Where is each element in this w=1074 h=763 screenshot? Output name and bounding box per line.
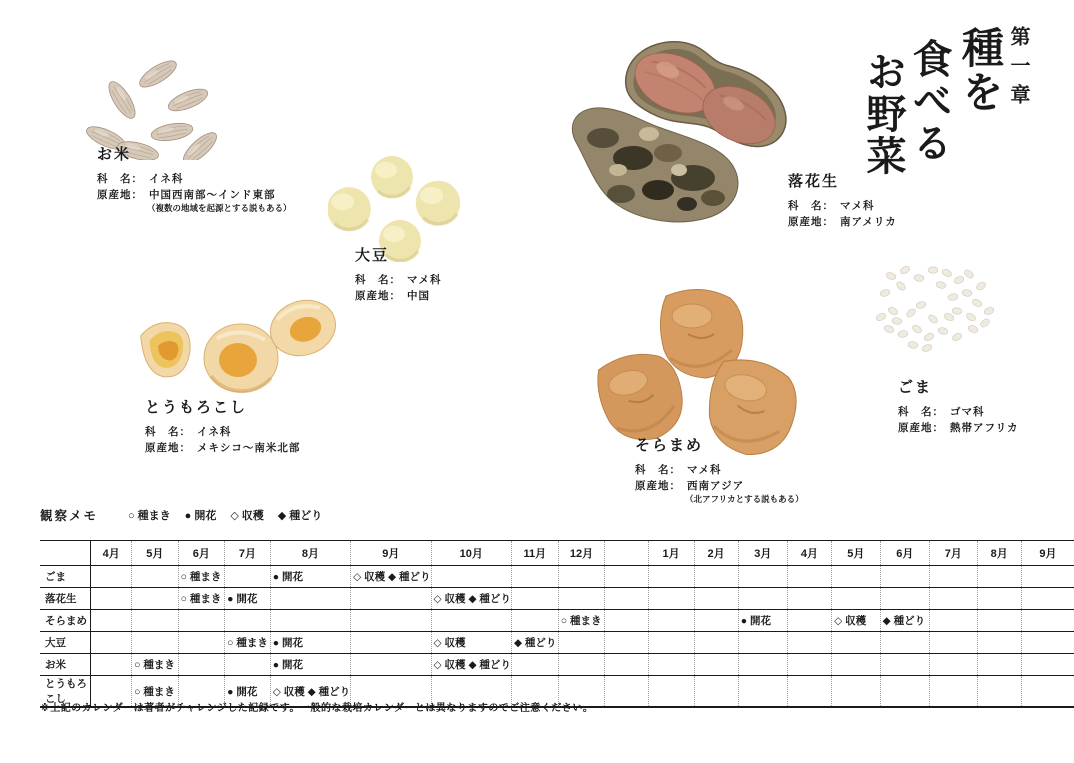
calendar-cell bbox=[270, 654, 350, 676]
calendar-cell bbox=[132, 654, 179, 676]
calendar-cell bbox=[431, 588, 511, 610]
species-info bbox=[145, 424, 300, 456]
species-card-sesame bbox=[898, 376, 1018, 436]
peanut-seeds-image bbox=[563, 28, 795, 236]
family-label: 科 名： bbox=[355, 274, 401, 286]
calendar-row bbox=[40, 610, 1074, 632]
species-name: お米 bbox=[97, 146, 132, 163]
calendar-row bbox=[40, 566, 1074, 588]
calendar-cell bbox=[91, 566, 132, 588]
origin-note: （複数の地域を起源とする説もある） bbox=[147, 203, 292, 213]
calendar-cell bbox=[694, 588, 738, 610]
family-value: マメ科 bbox=[840, 200, 875, 212]
calendar-row-label: そらまめ bbox=[40, 610, 91, 632]
calendar-cell bbox=[738, 610, 787, 632]
family-label: 科 名： bbox=[145, 426, 191, 438]
legend-label: 種どり bbox=[289, 510, 323, 522]
calendar-mark: ○ 種まき bbox=[560, 615, 602, 627]
calendar-cell bbox=[832, 610, 881, 632]
calendar-cell bbox=[648, 610, 694, 632]
calendar-cell bbox=[648, 654, 694, 676]
calendar-cell bbox=[738, 654, 787, 676]
calendar-cell bbox=[694, 566, 738, 588]
species-info bbox=[97, 171, 292, 214]
calendar-cell bbox=[787, 610, 831, 632]
calendar-mark: ◆ 種どり bbox=[882, 615, 926, 627]
calendar-mark: ◇ 収穫 ◆ 種どり bbox=[353, 571, 431, 583]
page-title-line-2: 食べる bbox=[907, 38, 951, 164]
family-value: マメ科 bbox=[407, 274, 442, 286]
calendar-cell bbox=[511, 654, 558, 676]
calendar-cell bbox=[977, 676, 1021, 708]
species-card-peanut bbox=[788, 170, 897, 230]
origin-label: 原産地： bbox=[635, 480, 681, 492]
calendar-footnote: ※上記のカレンダーは著者がチャレンジした記録です。一般的な栽培カレンダーとは異なりますのでご注意ください。 bbox=[40, 703, 594, 714]
calendar-mark: ● 開花 bbox=[227, 593, 258, 605]
calendar-cell bbox=[270, 566, 350, 588]
calendar-row bbox=[40, 588, 1074, 610]
calendar-cell bbox=[431, 566, 511, 588]
family-label: 科 名： bbox=[898, 406, 944, 418]
calendar-cell bbox=[132, 566, 179, 588]
calendar-month-header: 11月 bbox=[511, 541, 558, 566]
calendar-mark: ◇ 収穫 bbox=[433, 637, 466, 649]
species-card-rice bbox=[97, 143, 292, 214]
calendar-cell bbox=[132, 588, 179, 610]
family-label: 科 名： bbox=[788, 200, 834, 212]
memo-title: 観察メモ bbox=[40, 509, 99, 523]
calendar-cell bbox=[787, 588, 831, 610]
calendar-cell bbox=[977, 588, 1021, 610]
calendar-cell bbox=[832, 654, 881, 676]
calendar-cell bbox=[738, 588, 787, 610]
calendar-cell bbox=[351, 610, 431, 632]
calendar-month-header: 7月 bbox=[929, 541, 977, 566]
calendar-cell bbox=[977, 632, 1021, 654]
calendar-cell bbox=[880, 632, 929, 654]
calendar-cell bbox=[351, 588, 431, 610]
calendar-cell bbox=[178, 632, 225, 654]
calendar-cell bbox=[225, 632, 271, 654]
memo-legend bbox=[128, 507, 322, 523]
calendar-cell bbox=[929, 676, 977, 708]
calendar-cell bbox=[1021, 632, 1074, 654]
calendar-cell bbox=[132, 610, 179, 632]
calendar-cell bbox=[558, 566, 605, 588]
calendar-cell bbox=[605, 632, 648, 654]
calendar-cell bbox=[178, 610, 225, 632]
calendar-cell bbox=[511, 632, 558, 654]
calendar-mark: ○ 種まき bbox=[227, 637, 268, 649]
calendar-month-header: 4月 bbox=[787, 541, 831, 566]
origin-value: 南アメリカ bbox=[840, 216, 897, 228]
calendar-cell bbox=[431, 654, 511, 676]
calendar-cell bbox=[605, 610, 648, 632]
calendar-month-header: 7月 bbox=[225, 541, 271, 566]
legend-label: 開花 bbox=[194, 510, 217, 522]
calendar-cell bbox=[977, 654, 1021, 676]
page-title-line-1: 種を bbox=[957, 26, 1004, 114]
origin-label: 原産地： bbox=[788, 216, 834, 228]
calendar-cell bbox=[431, 610, 511, 632]
calendar-cell bbox=[431, 632, 511, 654]
calendar-cell bbox=[648, 632, 694, 654]
calendar-cell bbox=[787, 676, 831, 708]
calendar-corner-cell bbox=[40, 541, 91, 566]
calendar-row bbox=[40, 654, 1074, 676]
calendar-cell bbox=[178, 654, 225, 676]
calendar-row-label: 落花生 bbox=[40, 588, 91, 610]
calendar-month-header: 12月 bbox=[558, 541, 605, 566]
calendar-cell bbox=[91, 632, 132, 654]
calendar-month-header: 8月 bbox=[977, 541, 1021, 566]
family-value: イネ科 bbox=[149, 173, 184, 185]
calendar-cell bbox=[832, 632, 881, 654]
flowering-dot-icon: ● bbox=[184, 510, 192, 522]
calendar-cell bbox=[605, 566, 648, 588]
species-name: とうもろこし bbox=[145, 399, 248, 416]
calendar-cell bbox=[787, 566, 831, 588]
calendar-month-header: 3月 bbox=[738, 541, 787, 566]
calendar-cell bbox=[880, 610, 929, 632]
calendar-month-header: 9月 bbox=[351, 541, 431, 566]
species-card-soybean bbox=[355, 244, 442, 304]
calendar-month-header: 5月 bbox=[132, 541, 179, 566]
calendar-cell bbox=[511, 566, 558, 588]
calendar-cell bbox=[605, 676, 648, 708]
calendar-month-header: 6月 bbox=[880, 541, 929, 566]
calendar-cell bbox=[511, 588, 558, 610]
calendar-cell bbox=[558, 588, 605, 610]
calendar-cell bbox=[178, 588, 225, 610]
species-info bbox=[788, 198, 897, 230]
species-name: そらまめ bbox=[635, 437, 704, 454]
chapter-label: 第一章 bbox=[1007, 26, 1029, 113]
species-name: 大豆 bbox=[355, 247, 390, 264]
calendar-cell bbox=[648, 676, 694, 708]
sesame-seeds-image bbox=[861, 260, 1009, 358]
origin-value: 西南アジア bbox=[687, 480, 745, 492]
calendar-month-header bbox=[605, 541, 648, 566]
calendar-cell bbox=[351, 654, 431, 676]
calendar-mark: ● 開花 bbox=[227, 685, 258, 698]
origin-value: 中国西南部～インド東部 bbox=[149, 189, 276, 201]
calendar-month-header: 2月 bbox=[694, 541, 738, 566]
calendar-cell bbox=[832, 588, 881, 610]
origin-value: メキシコ～南米北部 bbox=[197, 442, 301, 454]
origin-value: 中国 bbox=[407, 290, 430, 302]
calendar-cell bbox=[225, 588, 271, 610]
family-label: 科 名： bbox=[635, 464, 681, 476]
calendar-cell bbox=[270, 632, 350, 654]
calendar-month-header: 8月 bbox=[270, 541, 350, 566]
calendar-cell bbox=[558, 632, 605, 654]
calendar-cell bbox=[558, 654, 605, 676]
legend-item-harvest bbox=[230, 507, 263, 523]
calendar-row-label: ごま bbox=[40, 566, 91, 588]
calendar-month-header: 10月 bbox=[431, 541, 511, 566]
legend-item-flowering bbox=[185, 507, 217, 523]
origin-label: 原産地： bbox=[355, 290, 401, 302]
calendar-table bbox=[40, 540, 1074, 708]
family-value: マメ科 bbox=[687, 464, 722, 476]
calendar-cell bbox=[929, 610, 977, 632]
calendar-month-header: 9月 bbox=[1021, 541, 1074, 566]
calendar-month-header: 5月 bbox=[832, 541, 881, 566]
corn-seeds-image bbox=[131, 298, 339, 396]
species-name: ごま bbox=[898, 379, 933, 396]
calendar-row-label: とうもろこし bbox=[40, 676, 91, 708]
calendar-mark: ○ 種まき bbox=[180, 593, 222, 605]
calendar-cell bbox=[1021, 588, 1074, 610]
origin-label: 原産地： bbox=[145, 442, 191, 454]
cultivation-calendar bbox=[40, 540, 1074, 708]
species-name: 落花生 bbox=[788, 173, 840, 190]
calendar-cell bbox=[91, 654, 132, 676]
calendar-mark: ○ 種まき bbox=[134, 659, 175, 671]
calendar-cell bbox=[225, 610, 271, 632]
calendar-cell bbox=[929, 566, 977, 588]
calendar-cell bbox=[270, 588, 350, 610]
calendar-mark: ● 開花 bbox=[272, 571, 303, 583]
calendar-cell bbox=[648, 566, 694, 588]
calendar-cell bbox=[880, 566, 929, 588]
calendar-cell bbox=[694, 610, 738, 632]
origin-value: 熱帯アフリカ bbox=[950, 422, 1019, 434]
calendar-cell bbox=[648, 588, 694, 610]
calendar-row-label: 大豆 bbox=[40, 632, 91, 654]
calendar-row bbox=[40, 632, 1074, 654]
calendar-cell bbox=[977, 566, 1021, 588]
species-info bbox=[635, 462, 804, 505]
calendar-cell bbox=[178, 566, 225, 588]
calendar-cell bbox=[605, 654, 648, 676]
calendar-mark: ● 開花 bbox=[272, 659, 303, 671]
calendar-cell bbox=[787, 654, 831, 676]
species-info bbox=[898, 404, 1018, 436]
legend-label: 収穫 bbox=[241, 510, 264, 522]
calendar-mark: ● 開花 bbox=[740, 615, 771, 627]
family-value: ゴマ科 bbox=[950, 406, 985, 418]
calendar-cell bbox=[738, 566, 787, 588]
calendar-month-header: 1月 bbox=[648, 541, 694, 566]
observation-memo bbox=[40, 506, 322, 524]
calendar-cell bbox=[605, 588, 648, 610]
broadbean-seeds-image bbox=[592, 280, 800, 458]
species-info bbox=[355, 272, 442, 304]
calendar-mark: ◆ 種どり bbox=[513, 637, 557, 649]
calendar-cell bbox=[832, 676, 881, 708]
legend-item-sowing bbox=[128, 507, 171, 523]
calendar-cell bbox=[511, 610, 558, 632]
calendar-month-header: 4月 bbox=[91, 541, 132, 566]
legend-label: 種まき bbox=[137, 510, 171, 522]
calendar-cell bbox=[880, 654, 929, 676]
calendar-cell bbox=[558, 610, 605, 632]
calendar-cell bbox=[694, 676, 738, 708]
calendar-mark: ◇ 収穫 ◆ 種どり bbox=[433, 659, 511, 671]
calendar-cell bbox=[1021, 566, 1074, 588]
calendar-cell bbox=[351, 566, 431, 588]
calendar-cell bbox=[880, 588, 929, 610]
harvest-diamond-icon: ◇ bbox=[230, 510, 239, 522]
calendar-mark: ◇ 収穫 bbox=[834, 615, 867, 627]
page-title-line-3: お野菜 bbox=[861, 51, 905, 177]
calendar-row-label: お米 bbox=[40, 654, 91, 676]
calendar-cell bbox=[225, 566, 271, 588]
origin-label: 原産地： bbox=[97, 189, 143, 201]
calendar-cell bbox=[270, 610, 350, 632]
calendar-cell bbox=[91, 588, 132, 610]
calendar-cell bbox=[351, 632, 431, 654]
calendar-mark: ○ 種まき bbox=[180, 571, 222, 583]
calendar-mark: ● 開花 bbox=[272, 637, 303, 649]
calendar-cell bbox=[91, 610, 132, 632]
calendar-cell bbox=[977, 610, 1021, 632]
calendar-cell bbox=[929, 588, 977, 610]
legend-item-seed-saving bbox=[278, 507, 322, 523]
calendar-mark: ◇ 収穫 ◆ 種どり bbox=[433, 593, 511, 605]
origin-label: 原産地： bbox=[898, 422, 944, 434]
species-card-corn bbox=[145, 396, 300, 456]
calendar-cell bbox=[929, 654, 977, 676]
calendar-cell bbox=[738, 632, 787, 654]
sowing-circle-icon: ○ bbox=[128, 510, 135, 522]
calendar-cell bbox=[880, 676, 929, 708]
seed-saving-diamond-icon: ◆ bbox=[277, 510, 287, 522]
calendar-month-header: 6月 bbox=[178, 541, 225, 566]
origin-note: （北アフリカとする説もある） bbox=[685, 494, 804, 504]
calendar-cell bbox=[787, 632, 831, 654]
calendar-cell bbox=[1021, 676, 1074, 708]
calendar-cell bbox=[225, 654, 271, 676]
calendar-cell bbox=[929, 632, 977, 654]
calendar-cell bbox=[1021, 654, 1074, 676]
species-card-broadbean bbox=[635, 434, 804, 505]
family-value: イネ科 bbox=[197, 426, 232, 438]
calendar-cell bbox=[1021, 610, 1074, 632]
calendar-cell bbox=[738, 676, 787, 708]
calendar-mark: ○ 種まき bbox=[134, 685, 175, 698]
calendar-cell bbox=[132, 632, 179, 654]
calendar-cell bbox=[694, 632, 738, 654]
calendar-cell bbox=[694, 654, 738, 676]
family-label: 科 名： bbox=[97, 173, 143, 185]
calendar-cell bbox=[832, 566, 881, 588]
calendar-mark: ◇ 収穫 ◆ 種どり bbox=[272, 685, 351, 698]
